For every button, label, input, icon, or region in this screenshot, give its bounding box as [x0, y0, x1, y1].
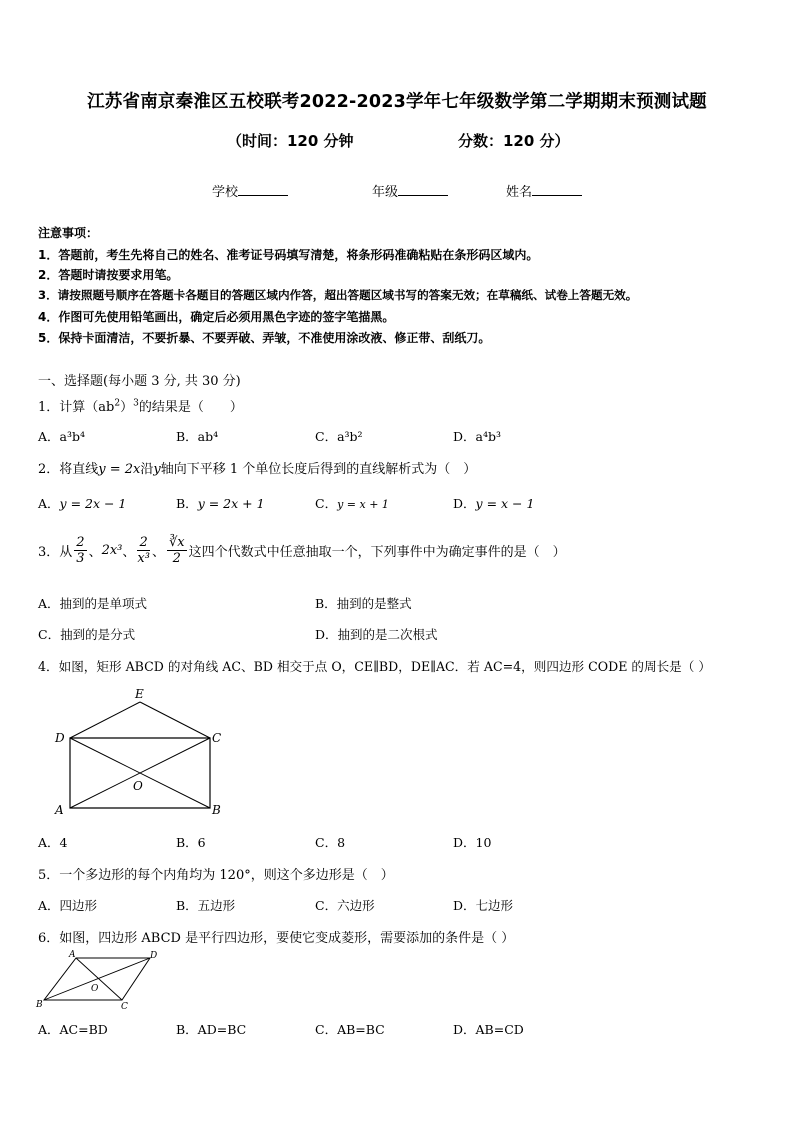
parallelogram-figure	[32, 946, 164, 1012]
page-title: 江苏省南京秦淮区五校联考2022-2023学年七年级数学第二学期期末预测试题	[87, 92, 707, 112]
question-2-stem: 2．将直线y = 2x沿y轴向下平移 1 个单位长度后得到的直线解析式为（ ）	[38, 462, 477, 477]
q3-option-b[interactable]: B．抽到的是整式	[315, 596, 412, 611]
q2-option-a[interactable]: A．y = 2x − 1	[38, 496, 127, 511]
q2-option-c[interactable]: C．y = x + 1	[315, 496, 389, 511]
label-o: O	[91, 984, 99, 994]
q6-option-a[interactable]: A．AC=BD	[38, 1022, 108, 1037]
school-blank[interactable]	[238, 184, 288, 196]
label-c: C	[121, 1002, 128, 1012]
q1-option-c[interactable]: C．a³b²	[315, 429, 363, 444]
rectangle-figure	[50, 686, 230, 820]
exam-score: 分数：120 分）	[458, 132, 570, 150]
grade-field[interactable]	[372, 181, 448, 200]
question-4-stem: 4．如图，矩形 ABCD 的对角线 AC、BD 相交于点 O，CE∥BD，DE∥AC．若 AC=4，则四边形 CODE 的周长是（ ）	[38, 659, 711, 674]
q4-option-c[interactable]: C．8	[315, 835, 346, 850]
notice-item: 2．答题时请按要求用笔。	[38, 268, 179, 282]
question-3-stem: 3．从 $\frac{2}{3}$ 、 2x³ 、 $\frac{2}{\text{x³}}$ 、 $\frac{∛x}{2}$ 这四个代数式中任意抽取一个，下列事件中为确定事件的是（ ）	[38, 535, 566, 566]
notice-heading: 注意事项：	[38, 226, 99, 240]
q5-option-a[interactable]: A．四边形	[38, 898, 98, 913]
label-d: D	[150, 951, 158, 961]
label-o: O	[133, 779, 143, 793]
q1-option-a[interactable]: A．a³b⁴	[38, 429, 86, 444]
label-d: D	[55, 731, 65, 745]
q4-option-a[interactable]: A．4	[38, 835, 68, 850]
q4-option-d[interactable]: D．10	[453, 835, 492, 850]
question-5-stem: 5．一个多边形的每个内角均为 120°，则这个多边形是（ ）	[38, 868, 394, 883]
q3-option-c[interactable]: C．抽到的是分式	[38, 627, 136, 642]
name-label: 姓名	[506, 185, 533, 200]
q6-option-c[interactable]: C．AB=BC	[315, 1022, 385, 1037]
name-field[interactable]	[506, 181, 582, 200]
q6-option-b[interactable]: B．AD=BC	[176, 1022, 247, 1037]
exam-time: （时间：120 分钟	[227, 132, 354, 150]
q5-option-c[interactable]: C．六边形	[315, 898, 375, 913]
notice-item: 3．请按照题号顺序在答题卡各题目的答题区域内作答，超出答题区域书写的答案无效；在草稿纸、试卷上答题无效。	[38, 288, 638, 302]
q2-option-b[interactable]: B．y = 2x + 1	[176, 496, 265, 511]
section-heading: 一、选择题(每小题 3 分, 共 30 分)	[38, 374, 241, 389]
q2-option-d[interactable]: D．y = x − 1	[453, 496, 535, 511]
question-1-stem: 1．计算$(ab^2)^3$的结果是（ ）	[38, 398, 243, 415]
label-c: C	[212, 731, 222, 745]
q5-option-d[interactable]: D．七边形	[453, 898, 514, 913]
question-6-stem: 6．如图，四边形 ABCD 是平行四边形，要使它变成菱形，需要添加的条件是（ ）	[38, 931, 515, 946]
notice-item: 1．答题前，考生先将自己的姓名、准考证号码填写清楚，将条形码准确粘贴在条形码区域内。	[38, 248, 539, 262]
q3-option-a[interactable]: A．抽到的是单项式	[38, 596, 148, 611]
notice-item: 4．作图可先使用铅笔画出，确定后必须用黑色字迹的签字笔描黑。	[38, 310, 395, 324]
fraction-cbrt-x-2: $\frac{∛x}{2}$	[168, 535, 185, 566]
label-b: B	[212, 803, 221, 817]
q3-option-d[interactable]: D．抽到的是二次根式	[315, 627, 438, 642]
notice-item: 5．保持卡面清洁，不要折暴、不要弄破、弄皱，不准使用涂改液、修正带、刮纸刀。	[38, 331, 491, 345]
q6-option-d[interactable]: D．AB=CD	[453, 1022, 524, 1037]
label-e: E	[135, 687, 144, 701]
grade-blank[interactable]	[398, 184, 448, 196]
label-b: B	[36, 1000, 43, 1010]
q1-option-d[interactable]: D．a⁴b³	[453, 429, 501, 444]
q5-option-b[interactable]: B．五边形	[176, 898, 236, 913]
fraction-2-x3: $\frac{2}{\text{x³}}$	[137, 535, 150, 566]
q1-option-b[interactable]: B．ab⁴	[176, 429, 219, 444]
fraction-2-3: $\frac{2}{3}$	[76, 535, 85, 566]
label-a: A	[55, 803, 64, 817]
school-field[interactable]	[212, 181, 288, 200]
school-label: 学校	[212, 185, 239, 200]
label-a: A	[69, 950, 76, 960]
name-blank[interactable]	[532, 184, 582, 196]
q4-option-b[interactable]: B．6	[176, 835, 206, 850]
grade-label: 年级	[372, 185, 399, 200]
